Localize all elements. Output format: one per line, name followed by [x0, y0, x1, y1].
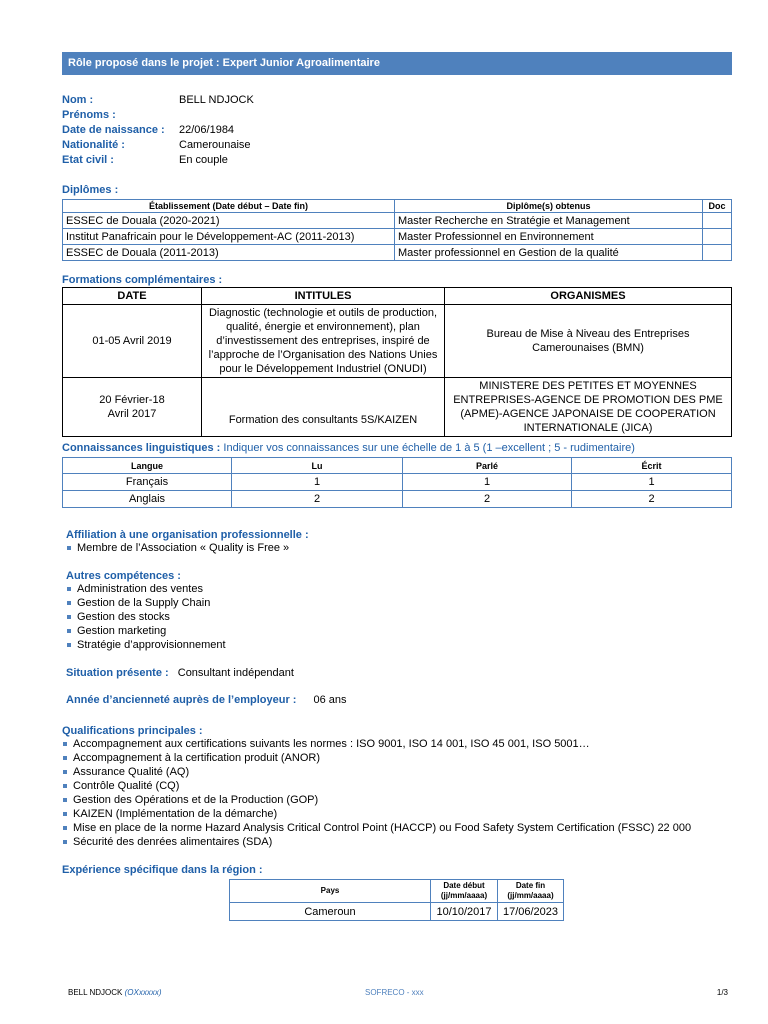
list-item: Mise en place de la norme Hazard Analysis Critical Control Point (HACCP) ou Food Safety System Certification (FSSC) 22 000: [62, 821, 732, 835]
table-cell: 1: [403, 474, 572, 491]
footer-author: [68, 988, 162, 997]
list-item: Gestion des stocks: [66, 610, 732, 624]
column-header: [431, 880, 498, 903]
footer-name: BELL NDJOCK: [68, 988, 123, 997]
table-cell: 10/10/2017: [431, 903, 498, 921]
list-item: Gestion de la Supply Chain: [66, 596, 732, 610]
identity-label: Nom :: [62, 94, 94, 106]
affiliation-list: [66, 541, 732, 555]
column-header: Doc: [703, 200, 732, 213]
table-row: [63, 213, 732, 229]
table-row: [63, 474, 732, 491]
anciennete-label: Année d’ancienneté auprès de l’employeur :: [66, 694, 297, 706]
table-row: [63, 378, 732, 437]
column-header-line: Date fin: [515, 881, 546, 890]
table-header-row: [63, 200, 732, 213]
table-row: [63, 491, 732, 508]
identity-row: [62, 123, 732, 138]
diplomes-table: [62, 199, 732, 261]
anciennete-value: 06 ans: [313, 694, 347, 706]
list-item: Assurance Qualité (AQ): [62, 765, 732, 779]
table-cell: 1: [572, 474, 732, 491]
qualifications-list: [62, 737, 732, 849]
identity-label: Etat civil :: [62, 154, 114, 166]
table-cell: Français: [63, 474, 232, 491]
role-banner: Rôle proposé dans le projet : Expert Junior Agroalimentaire: [62, 52, 732, 75]
column-header: ORGANISMES: [445, 288, 732, 305]
table-cell: Anglais: [63, 491, 232, 508]
column-header: DATE: [63, 288, 202, 305]
situation-label: Situation présente :: [66, 667, 169, 679]
identity-value: Camerounaise: [179, 139, 251, 151]
table-row: [63, 229, 732, 245]
column-header-line: Date début: [443, 881, 485, 890]
identity-row: [62, 153, 732, 168]
page-footer: [68, 988, 728, 1000]
langues-heading-line: [62, 442, 732, 454]
column-header-line: (jj/mm/aaaa): [507, 891, 554, 900]
footer-company: SOFRECO - xxx: [365, 988, 424, 997]
situation-line: [66, 667, 732, 679]
table-cell: 01-05 Avril 2019: [63, 305, 202, 378]
column-header: Pays: [230, 880, 431, 903]
experience-table: [229, 879, 564, 921]
table-cell: 2: [572, 491, 732, 508]
table-cell: [703, 213, 732, 229]
table-cell: [703, 245, 732, 261]
column-header: Parlé: [403, 458, 572, 474]
cv-page: [62, 52, 732, 921]
table-row: [63, 305, 732, 378]
table-cell: 2: [403, 491, 572, 508]
table-cell: Institut Panafricain pour le Développement-AC (2011-2013): [63, 229, 395, 245]
list-item: Gestion marketing: [66, 624, 732, 638]
table-header-row: [230, 880, 564, 903]
identity-value: En couple: [179, 154, 228, 166]
list-item: Stratégie d’approvisionnement: [66, 638, 732, 652]
table-header-row: [63, 458, 732, 474]
situation-value: Consultant indépendant: [177, 667, 294, 679]
column-header: [498, 880, 564, 903]
footer-code: (OXxxxxx): [124, 988, 162, 997]
identity-label: Nationalité :: [62, 139, 125, 151]
qualifications-heading: Qualifications principales :: [62, 725, 203, 737]
formations-heading: Formations complémentaires :: [62, 274, 223, 286]
table-header-row: [63, 288, 732, 305]
experience-heading: Expérience spécifique dans la région :: [62, 864, 263, 876]
column-header-line: (jj/mm/aaaa): [440, 891, 488, 900]
diplomes-heading: Diplômes :: [62, 184, 119, 196]
langues-table: [62, 457, 732, 508]
column-header: Écrit: [572, 458, 732, 474]
competences-heading: Autres compétences :: [66, 570, 181, 582]
langues-heading: Connaissances linguistiques :: [62, 442, 221, 454]
table-cell: ESSEC de Douala (2011-2013): [63, 245, 395, 261]
langues-scale-hint: Indiquer vos connaissances sur une échelle de 1 à 5 (1 –excellent ; 5 - rudimentaire): [223, 442, 635, 454]
footer-page-number: 1/3: [716, 988, 728, 997]
table-row: [63, 245, 732, 261]
column-header: Langue: [63, 458, 232, 474]
list-item: Gestion des Opérations et de la Production (GOP): [62, 793, 732, 807]
list-item: Contrôle Qualité (CQ): [62, 779, 732, 793]
table-cell: [703, 229, 732, 245]
identity-label: Date de naissance :: [62, 124, 165, 136]
table-cell: 2: [232, 491, 403, 508]
identity-block: [62, 93, 732, 168]
table-cell: MINISTERE DES PETITES ET MOYENNES ENTREPRISES-AGENCE DE PROMOTION DES PME (APME)-AGENCE JAPONAISE DE COOPERATION INTERNATIONALE (JICA): [445, 378, 732, 437]
identity-row: [62, 93, 732, 108]
table-cell: Master professionnel en Gestion de la qualité: [395, 245, 703, 261]
table-cell: Master Professionnel en Environnement: [395, 229, 703, 245]
list-item: Administration des ventes: [66, 582, 732, 596]
indented-sections: [66, 529, 732, 706]
table-cell: Formation des consultants 5S/KAIZEN: [202, 378, 445, 437]
competences-list: [66, 582, 732, 652]
affiliation-heading: Affiliation à une organisation professionnelle :: [66, 529, 309, 541]
column-header: Lu: [232, 458, 403, 474]
list-item: Membre de l’Association « Quality is Free »: [66, 541, 732, 555]
column-header: Établissement (Date début – Date fin): [63, 200, 395, 213]
anciennete-line: [66, 694, 732, 706]
table-cell: Diagnostic (technologie et outils de production, qualité, énergie et environnement), plan d’investissement des entreprises, inspiré de l’approche de l’Organisation des Nations Unies pour le Développement Industriel (ONUDI): [202, 305, 445, 378]
column-header: INTITULES: [202, 288, 445, 305]
identity-value: BELL NDJOCK: [179, 94, 254, 106]
list-item: Sécurité des denrées alimentaires (SDA): [62, 835, 732, 849]
identity-label: Prénoms :: [62, 109, 116, 121]
table-row: [230, 903, 564, 921]
table-cell: 1: [232, 474, 403, 491]
list-item: Accompagnement aux certifications suivants les normes : ISO 9001, ISO 14 001, ISO 45 001, ISO 5001…: [62, 737, 732, 751]
table-cell: ESSEC de Douala (2020-2021): [63, 213, 395, 229]
list-item: KAIZEN (Implémentation de la démarche): [62, 807, 732, 821]
table-cell: Bureau de Mise à Niveau des Entreprises Camerounaises (BMN): [445, 305, 732, 378]
identity-value: 22/06/1984: [179, 124, 235, 136]
identity-row: [62, 138, 732, 153]
formations-table: [62, 287, 732, 437]
table-cell: Cameroun: [230, 903, 431, 921]
identity-row: [62, 108, 732, 123]
column-header: Diplôme(s) obtenus: [395, 200, 703, 213]
table-cell: Master Recherche en Stratégie et Management: [395, 213, 703, 229]
list-item: Accompagnement à la certification produit (ANOR): [62, 751, 732, 765]
table-cell: 20 Février-18 Avril 2017: [63, 378, 202, 437]
table-cell: 17/06/2023: [498, 903, 564, 921]
